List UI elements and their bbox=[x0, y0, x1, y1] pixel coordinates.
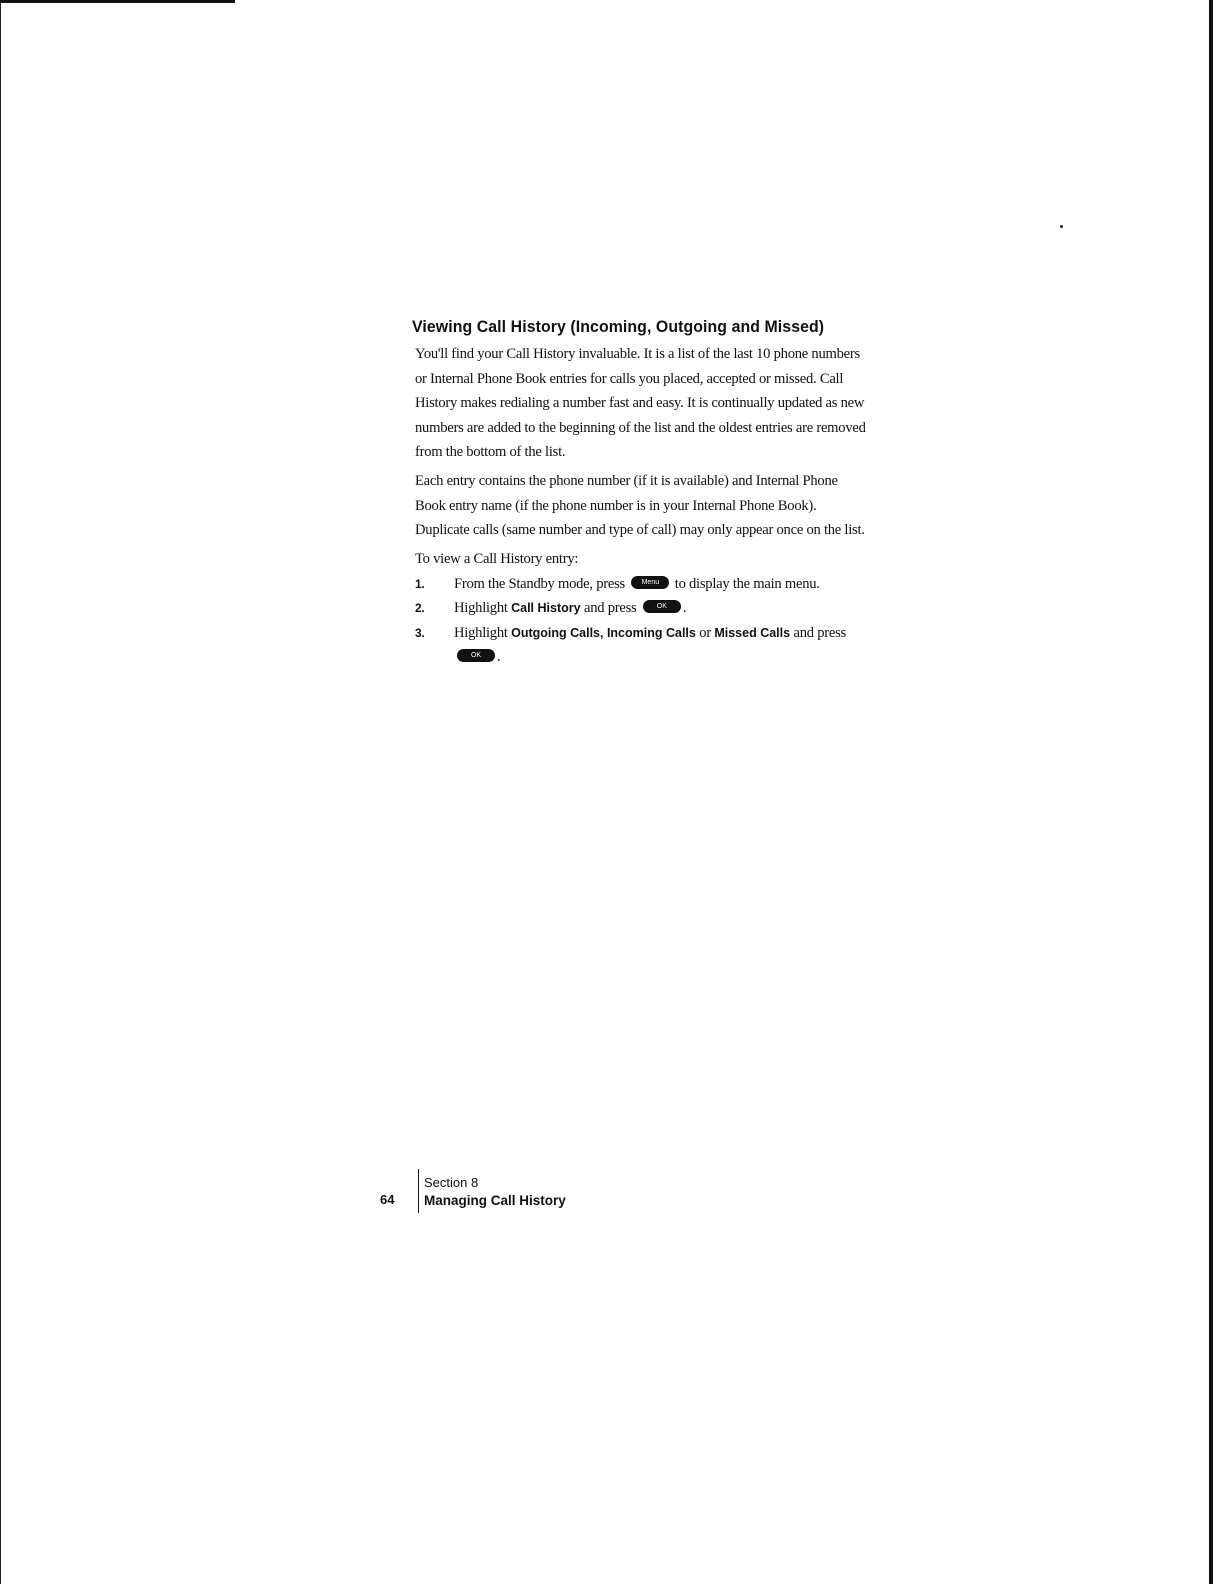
step-number: 2. bbox=[415, 601, 425, 616]
page-number: 64 bbox=[380, 1192, 395, 1207]
step-text: . bbox=[497, 649, 501, 666]
footer-divider bbox=[418, 1169, 419, 1213]
key-label: Menu bbox=[641, 578, 660, 586]
ok-key-icon bbox=[457, 649, 495, 662]
step-3 bbox=[415, 621, 870, 670]
menu-item-name: Outgoing Calls, Incoming Calls bbox=[511, 625, 696, 640]
step-number: 1. bbox=[415, 576, 425, 591]
footer-chapter-title: Managing Call History bbox=[424, 1193, 566, 1208]
footer-section: Section 8 bbox=[424, 1175, 479, 1190]
page-content bbox=[412, 318, 870, 670]
section-heading: Viewing Call History (Incoming, Outgoing and Missed) bbox=[412, 318, 825, 336]
step-text: From the Standby mode, press bbox=[454, 575, 625, 592]
step-text: and press bbox=[583, 600, 637, 617]
steps-list bbox=[415, 572, 870, 670]
step-text: to display the main menu. bbox=[674, 575, 820, 592]
menu-item-name: Missed Calls bbox=[714, 625, 791, 640]
step-2 bbox=[415, 596, 870, 621]
paragraph-call-history-intro: You'll find your Call History invaluable. It is a list of the last 10 phone numbers or Internal Phone Book entries for calls you placed, accepted or missed. Call History makes redialing a number fast and easy. It is continually updated as new numbers are added to the beginning of the list and the oldest entries are removed from the bottom of the list. bbox=[415, 346, 866, 461]
ok-key-icon bbox=[643, 600, 681, 613]
steps-intro: To view a Call History entry: bbox=[415, 550, 579, 567]
step-text: . bbox=[682, 600, 687, 617]
menu-item-name: Call History bbox=[511, 601, 581, 616]
step-1 bbox=[415, 572, 870, 597]
step-text: or bbox=[699, 624, 711, 641]
step-text: Highlight bbox=[454, 600, 508, 617]
paragraph-entry-contents: Each entry contains the phone number (if it is available) and Internal Phone Book entry name (if the phone number is in your Internal Phone Book). Duplicate calls (same number and type of call) may only appear once on the list. bbox=[415, 472, 865, 539]
menu-key-icon bbox=[631, 576, 669, 589]
step-number: 3. bbox=[415, 625, 425, 640]
key-label: OK bbox=[656, 603, 667, 611]
top-rule bbox=[0, 0, 235, 3]
step-text: Highlight bbox=[454, 624, 508, 641]
key-label: OK bbox=[470, 652, 482, 660]
step-text: and press bbox=[793, 624, 846, 641]
scan-speck bbox=[1060, 225, 1063, 228]
